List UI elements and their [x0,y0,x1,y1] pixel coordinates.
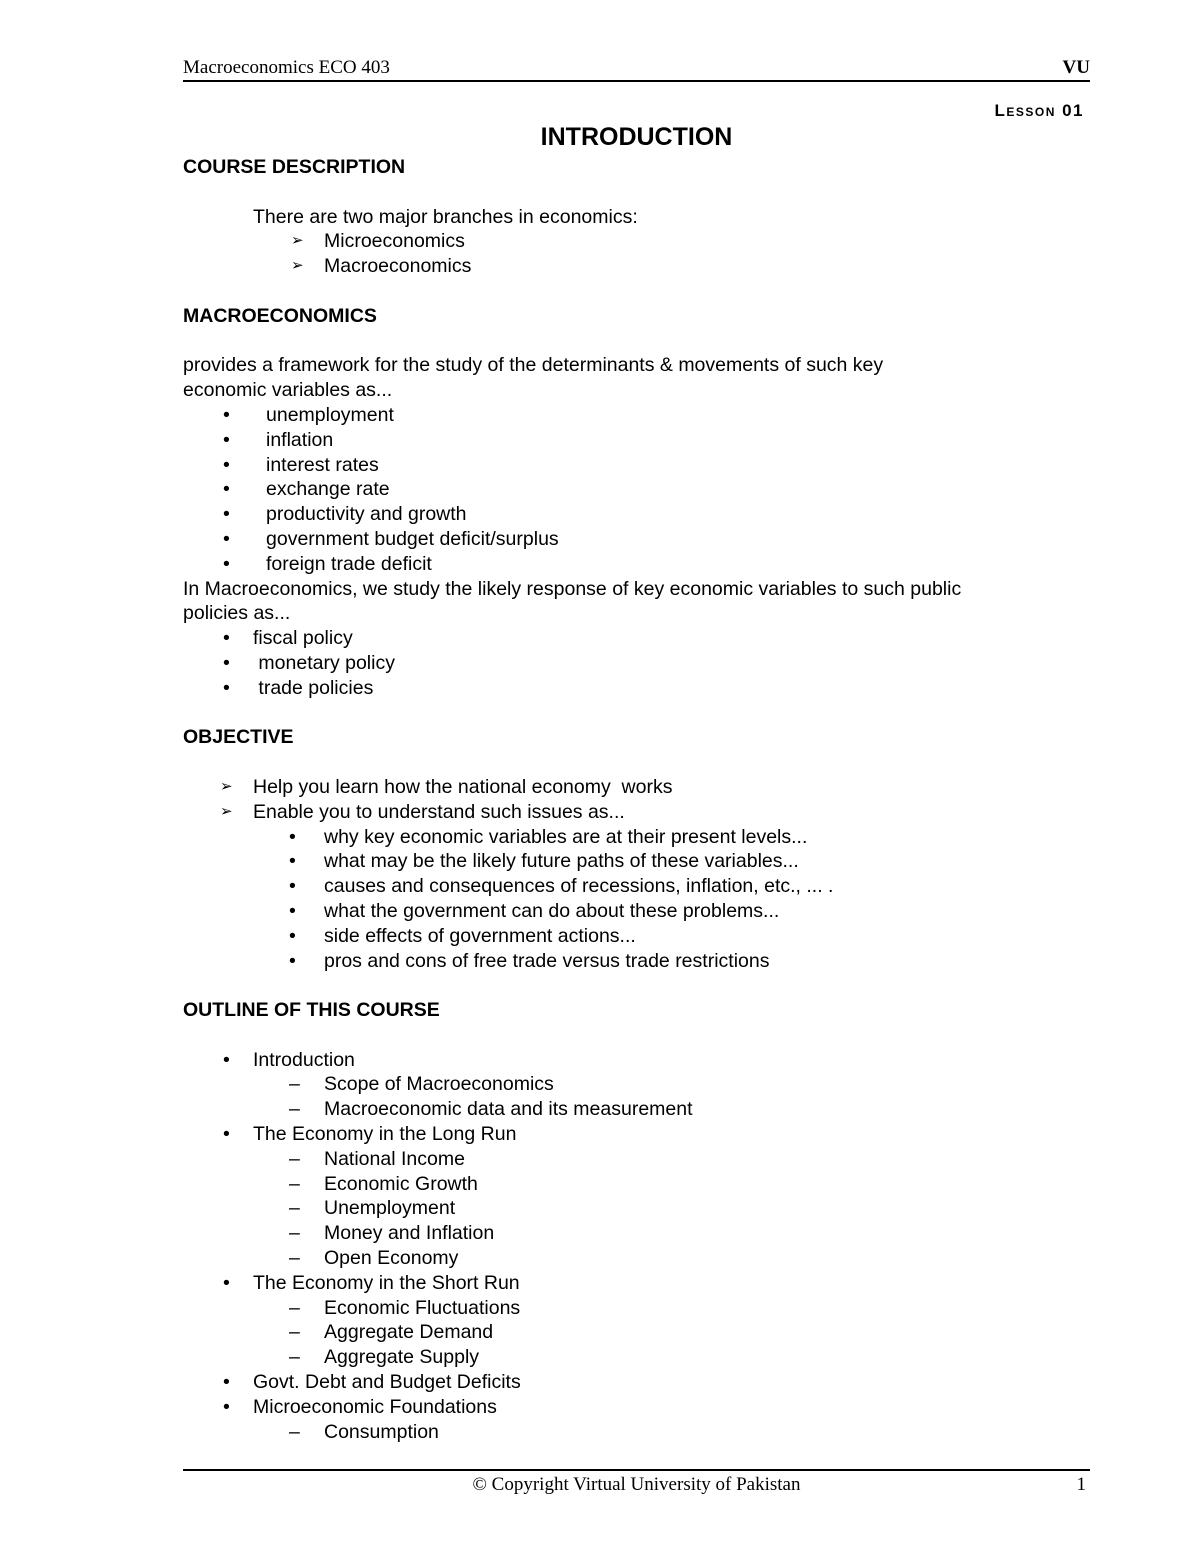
list-item: • unemployment [223,403,394,426]
course-description-intro: There are two major branches in economics: [253,205,638,228]
macroeconomics-intro-line2: economic variables as... [183,379,393,402]
dash-bullet-icon: – [289,1172,300,1195]
macroeconomics-intro-line1: provides a framework for the study of the determinants & movements of such key [183,354,884,377]
list-item: ➢ Microeconomics [291,230,465,253]
page-title: INTRODUCTION [540,123,733,151]
bullet-icon: • [223,651,230,674]
dash-bullet-icon: – [289,1247,300,1270]
outline-heading: OUTLINE OF THIS COURSE [183,999,440,1022]
outline-subitem: – Money and Inflation [289,1222,495,1245]
bullet-icon: • [223,1395,230,1418]
bullet-icon: • [223,1371,230,1394]
list-item: • inflation [223,428,334,451]
bullet-icon: • [223,527,230,550]
dash-bullet-icon: – [289,1296,300,1319]
list-item: • trade policies [223,676,374,699]
outline-subitem: – Aggregate Supply [289,1346,480,1369]
outline-subitem: – Macroeconomic data and its measurement [289,1098,693,1121]
bullet-icon: • [223,1048,230,1071]
bullet-icon: • [289,899,296,922]
dash-bullet-icon: – [289,1197,300,1220]
copyright-notice: © Copyright Virtual University of Pakistan [472,1474,801,1495]
list-item: ➢ Enable you to understand such issues as... [220,800,625,823]
bullet-icon: • [223,1271,230,1294]
list-item: • side effects of government actions... [289,924,636,947]
objective-heading: OBJECTIVE [183,726,294,749]
bullet-icon: • [223,403,230,426]
list-item: • why key economic variables are at their present levels... [289,825,808,848]
institution-abbrev: VU [1062,57,1090,78]
dash-bullet-icon: – [289,1346,300,1369]
course-description-heading: COURSE DESCRIPTION [183,156,406,178]
bullet-icon: • [289,825,296,848]
bullet-icon: • [289,949,296,972]
dash-bullet-icon: – [289,1420,300,1443]
policies-intro-line1: In Macroeconomics, we study the likely response of key economic variables to such public [183,577,962,600]
list-item: • what may be the likely future paths of these variables... [289,850,799,873]
outline-subitem: – National Income [289,1147,465,1170]
arrow-bullet-icon: ➢ [220,777,233,795]
footer-divider [183,1469,1090,1471]
document-body [183,155,1090,1444]
list-item: • productivity and growth [223,503,467,526]
bullet-icon: • [223,1123,230,1146]
outline-section: • The Economy in the Long Run [223,1123,517,1146]
list-item: • exchange rate [223,478,390,501]
course-name: Macroeconomics ECO 403 [183,57,390,78]
dash-bullet-icon: – [289,1321,300,1344]
list-item: • interest rates [223,453,379,476]
list-item: • what the government can do about these problems... [289,899,780,922]
page-footer [183,1474,1090,1498]
outline-subitem: – Economic Fluctuations [289,1296,521,1319]
list-item: • pros and cons of free trade versus trade restrictions [289,949,770,972]
list-item: ➢ Macroeconomics [291,255,472,278]
dash-bullet-icon: – [289,1222,300,1245]
outline-section: • Microeconomic Foundations [223,1395,497,1418]
page-header [183,56,1090,80]
list-item: • government budget deficit/surplus [223,527,559,550]
list-item: • causes and consequences of recessions, inflation, etc., ... . [289,875,834,898]
bullet-icon: • [223,676,230,699]
dash-bullet-icon: – [289,1073,300,1096]
bullet-icon: • [223,627,230,650]
outline-subitem: – Aggregate Demand [289,1321,494,1344]
outline-subitem: – Unemployment [289,1197,456,1220]
bullet-icon: • [223,453,230,476]
dash-bullet-icon: – [289,1147,300,1170]
bullet-icon: • [223,478,230,501]
list-item: • foreign trade deficit [223,552,432,575]
document-page [183,0,1090,1553]
list-item: ➢ Help you learn how the national economy works [220,775,673,798]
outline-subitem: – Economic Growth [289,1172,478,1195]
outline-subitem: – Scope of Macroeconomics [289,1073,554,1096]
bullet-icon: • [289,924,296,947]
bullet-icon: • [223,428,230,451]
dash-bullet-icon: – [289,1098,300,1121]
lesson-number: Lesson 01 [994,101,1084,120]
outline-section: • Introduction [223,1048,355,1071]
outline-section: • Govt. Debt and Budget Deficits [223,1371,521,1394]
list-item: • monetary policy [223,651,395,674]
bullet-icon: • [223,503,230,526]
arrow-bullet-icon: ➢ [220,802,233,820]
header-divider [183,80,1090,82]
bullet-icon: • [289,850,296,873]
bullet-icon: • [223,552,230,575]
macroeconomics-heading: MACROECONOMICS [183,304,377,327]
policies-intro-line2: policies as... [183,602,291,625]
outline-subitem: – Consumption [289,1420,439,1443]
arrow-bullet-icon: ➢ [291,257,304,275]
outline-section: • The Economy in the Short Run [223,1271,520,1294]
bullet-icon: • [289,875,296,898]
outline-subitem: – Open Economy [289,1247,459,1270]
page-number: 1 [1076,1474,1086,1495]
arrow-bullet-icon: ➢ [291,232,304,250]
list-item: • fiscal policy [223,627,353,650]
